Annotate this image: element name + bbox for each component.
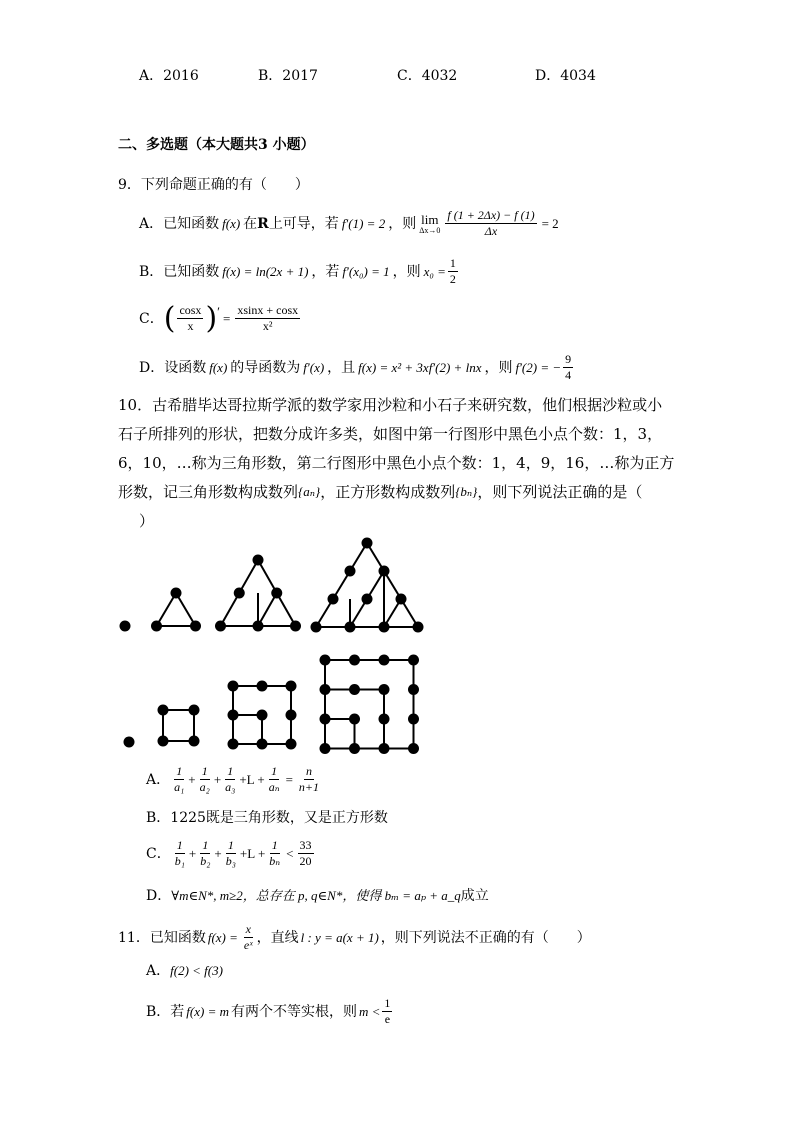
q9a-lim-sub: Δx→0: [419, 225, 441, 235]
q10c-term-1-num: 1: [176, 838, 183, 852]
left-paren: (: [163, 300, 176, 336]
q10c-term-3-num: 1: [227, 838, 234, 852]
q9a-prefix: A．已知函数: [139, 215, 220, 232]
square-4-dot: [320, 655, 331, 666]
q10c-ellipsis: +L +: [239, 845, 266, 861]
square-4-dot: [379, 743, 390, 754]
q9a-numerator: f (1 + 2Δx) − f (1): [447, 208, 535, 222]
triangle-4-edge: [316, 543, 367, 627]
q9c-prefix: C．: [139, 310, 164, 327]
triangle-4-dot: [345, 566, 356, 577]
q9c-rhs-denominator: x²: [262, 319, 273, 333]
q11-stem: [118, 922, 591, 953]
square-4-dot: [349, 714, 360, 725]
q10-line-4-post: ，则下列说法正确的是（: [477, 483, 643, 501]
triangle-2-edge: [176, 593, 196, 626]
q9d-numerator: 9: [565, 352, 572, 366]
square-2-dot: [189, 705, 200, 716]
q10-line-1: 10．古希腊毕达哥拉斯学派的数学家用沙粒和小石子来研究数，他们根据沙粒或小: [118, 396, 663, 414]
triangle-2-dot: [190, 621, 201, 632]
triangle-3-dot: [234, 588, 245, 599]
triangle-4-dot: [345, 622, 356, 633]
q9d-result: f′(2) = −: [515, 359, 562, 375]
q9b-prefix: B．已知函数: [139, 263, 220, 280]
square-4-dot: [408, 714, 419, 725]
q9d-mid3: ，则: [484, 359, 513, 376]
triangle-3-dot: [253, 621, 264, 632]
q10a-term-2-num: 1: [201, 764, 208, 778]
q10c-term-n-den: bₙ: [269, 854, 281, 868]
q10a-result: [297, 764, 321, 795]
q9c-eq: =: [223, 310, 231, 326]
q10a-result-den: n+1: [298, 780, 320, 794]
square-4-dot: [349, 743, 360, 754]
seq-b: {bₙ}: [455, 484, 478, 499]
q9d-fx: f(x): [209, 359, 228, 375]
q11-option-b: [146, 996, 394, 1027]
q11-line: l : y = a(x + 1): [300, 929, 379, 945]
triangle-3-dot: [290, 621, 301, 632]
q9c-lhs-numerator: cosx: [179, 303, 202, 317]
q10a-plus-1: +: [188, 771, 196, 787]
q9d-mid2: ，且: [327, 359, 356, 376]
triangle-4-dot: [413, 622, 424, 633]
right-paren: ): [205, 300, 218, 336]
triangle-4-dot: [379, 566, 390, 577]
q10c-result: [298, 838, 314, 869]
q11-pre: 11．已知函数: [118, 929, 206, 946]
triangle-2-dot: [171, 588, 182, 599]
q10a-term-n-num: 1: [271, 764, 278, 778]
square-3-dot: [228, 681, 239, 692]
q10a-term-2-den: a₂: [199, 780, 210, 794]
square-1-dot: [124, 737, 135, 748]
q10-line-4-pre: 形数，记三角形数构成数列: [118, 483, 299, 501]
q11b-numerator: 1: [384, 996, 391, 1010]
q10a-result-num: n: [305, 764, 312, 778]
q9b-cond: f′(x₀) = 1: [342, 263, 390, 279]
q9b-denominator: 2: [449, 272, 456, 286]
square-4-dot: [379, 655, 390, 666]
q10c-term-2-den: b₂: [200, 854, 211, 868]
section-title: 二、多选题（本大题共3 小题）: [118, 137, 315, 153]
q10-line-2: 石子所排列的形状，把数分成许多类，如图中第一行图形中黑色小点个数：1，3，: [118, 425, 663, 443]
triangle-4-dot: [328, 594, 339, 605]
triangle-4-dot: [396, 594, 407, 605]
q11-fraction: [242, 922, 255, 953]
q11b-result: m <: [359, 1003, 381, 1019]
q11b-prefix: B．若: [146, 1003, 185, 1020]
square-4-dot: [408, 655, 419, 666]
square-3-dot: [257, 739, 268, 750]
q10a-term-1: [172, 764, 186, 795]
square-3-dot: [286, 681, 297, 692]
triangle-3-dot: [215, 621, 226, 632]
q10c-result-den: 20: [299, 854, 312, 868]
q10c-lt: <: [286, 845, 294, 861]
q10c-term-3: [224, 838, 238, 869]
q10a-eq: =: [285, 771, 293, 787]
q10c-term-2: [198, 838, 212, 869]
q11a-expr: f(2) < f(3): [170, 963, 223, 978]
q11b-denominator: e: [384, 1012, 391, 1026]
square-2-dot: [158, 736, 169, 747]
q10a-term-1-den: a₁: [174, 780, 185, 794]
square-3-dot: [286, 710, 297, 721]
square-3-dot: [228, 710, 239, 721]
triangle-3-inner-line: [258, 593, 277, 626]
q9a-mid1: 在: [243, 215, 258, 232]
triangle-3-dot: [271, 588, 282, 599]
q11b-fraction: [382, 996, 392, 1027]
q10a-term-3: [223, 764, 237, 795]
q10c-term-1-den: b₁: [174, 854, 185, 868]
q9b-numerator: 1: [449, 256, 456, 270]
q11-numerator: x: [245, 922, 251, 936]
q8-option-b: B．2017: [258, 68, 318, 84]
q8-option-a: A．2016: [139, 68, 199, 84]
q11-mid: ，直线: [256, 929, 299, 946]
q11a-prefix: A．: [146, 963, 171, 979]
q10a-term-1-num: 1: [176, 764, 183, 778]
square-3-dot: [257, 681, 268, 692]
q9a-cond: f′(1) = 2: [341, 215, 386, 231]
square-4-dot: [349, 655, 360, 666]
q9a-fx: f(x): [222, 215, 241, 231]
q10a-term-3-num: 1: [227, 764, 234, 778]
q10-line-5: ）: [139, 512, 155, 530]
q11-fx: f(x) =: [207, 929, 238, 945]
q9b-mid: ，若: [311, 263, 340, 280]
triangle-4-dot: [379, 622, 390, 633]
triangle-1-dot: [120, 621, 131, 632]
q9a-denominator: Δx: [484, 224, 498, 238]
q9d-prefix: D．设函数: [139, 359, 207, 376]
q9b-mid2: ，则: [392, 263, 421, 280]
q10c-term-n: [267, 838, 282, 869]
triangle-2-dot: [151, 621, 162, 632]
q9a-mid3: ，则: [388, 215, 417, 232]
q10c-term-n-num: 1: [271, 838, 278, 852]
square-2-dot: [158, 705, 169, 716]
q10d-post: 成立: [460, 888, 489, 904]
q10d-expr: ∀m∈N*, m≥2，总存在 p, q∈N*，使得 bₘ = aₚ + a_q: [171, 888, 461, 903]
triangle-4-dot: [362, 538, 373, 549]
q11-option-a: [146, 962, 223, 980]
q10-option-c: [146, 838, 316, 869]
square-3-dot: [257, 710, 268, 721]
q9d-fpx: f′(x): [303, 359, 325, 375]
square-4-dot: [320, 684, 331, 695]
square-3-dot: [228, 739, 239, 750]
q10-option-a: [146, 764, 323, 795]
q9c-lhs-denominator: x: [187, 319, 194, 333]
q11-post: ，则下列说法不正确的有（ ）: [380, 929, 591, 946]
q10-line-3: 6，10，…称为三角形数，第二行图形中黑色小点个数：1，4，9，16，…称为正方: [118, 454, 675, 472]
q9c-rhs-numerator: xsinx + cosx: [237, 303, 299, 317]
q9a-lim: lim: [421, 211, 439, 227]
triangle-3-dot: [253, 555, 264, 566]
q9d-mid: 的导函数为: [230, 359, 301, 376]
triangle-4-dot: [362, 594, 373, 605]
q10c-term-1: [173, 838, 187, 869]
q10c-term-3-den: b₃: [225, 854, 236, 868]
q9b-x0: x₀ =: [423, 263, 446, 279]
q8-option-c: C．4032: [397, 68, 458, 84]
q10a-plus-2: +: [213, 771, 222, 787]
triangle-4-dot: [311, 622, 322, 633]
square-4-dot: [379, 714, 390, 725]
q8-option-d: D．4034: [535, 68, 596, 84]
q10c-plus-1: +: [188, 845, 197, 861]
q10-line-4-mid: ，正方形数构成数列: [320, 483, 456, 501]
q11b-mid: 有两个不等实根，则: [231, 1003, 357, 1020]
q10c-prefix: C．: [146, 845, 171, 862]
square-4-dot: [379, 684, 390, 695]
q9a-eq: = 2: [541, 215, 559, 231]
q9d-expr: f(x) = x² + 3xf′(2) + lnx: [358, 359, 482, 375]
q9a-R: R: [257, 215, 269, 232]
q9-stem: 9．下列命题正确的有（ ）: [118, 177, 309, 193]
triangle-2-edge: [157, 593, 177, 626]
q10-option-b: B．1225既是三角形数，又是正方形数: [146, 810, 388, 826]
q10a-term-2: [198, 764, 212, 795]
q11b-expr: f(x) = m: [186, 1003, 229, 1019]
q10a-term-3-den: a₃: [225, 780, 236, 794]
square-4-dot: [320, 743, 331, 754]
q9c-prime: ′: [217, 304, 220, 319]
seq-a: {aₙ}: [298, 484, 321, 499]
q10a-prefix: A．: [146, 771, 171, 788]
q10d-prefix: D．: [146, 888, 172, 904]
square-4-dot: [408, 743, 419, 754]
q10a-ellipsis: +L +: [239, 771, 265, 787]
q9d-denominator: 4: [565, 368, 572, 382]
square-4-dot: [408, 684, 419, 695]
q10a-term-n-den: aₙ: [268, 780, 280, 794]
q11-denominator: eˣ: [243, 938, 253, 952]
q9a-mid2: 上可导，若: [268, 215, 339, 232]
q10c-term-2-num: 1: [202, 838, 209, 852]
q10-option-d: [146, 887, 489, 905]
q10c-result-num: 33: [299, 838, 312, 852]
square-2-dot: [189, 736, 200, 747]
square-4-dot: [320, 714, 331, 725]
q10c-plus-2: +: [214, 845, 222, 861]
q10a-term-n: [267, 764, 282, 795]
square-4-dot: [349, 684, 360, 695]
square-3-dot: [286, 739, 297, 750]
q9b-func: f(x) = ln(2x + 1): [222, 263, 309, 279]
